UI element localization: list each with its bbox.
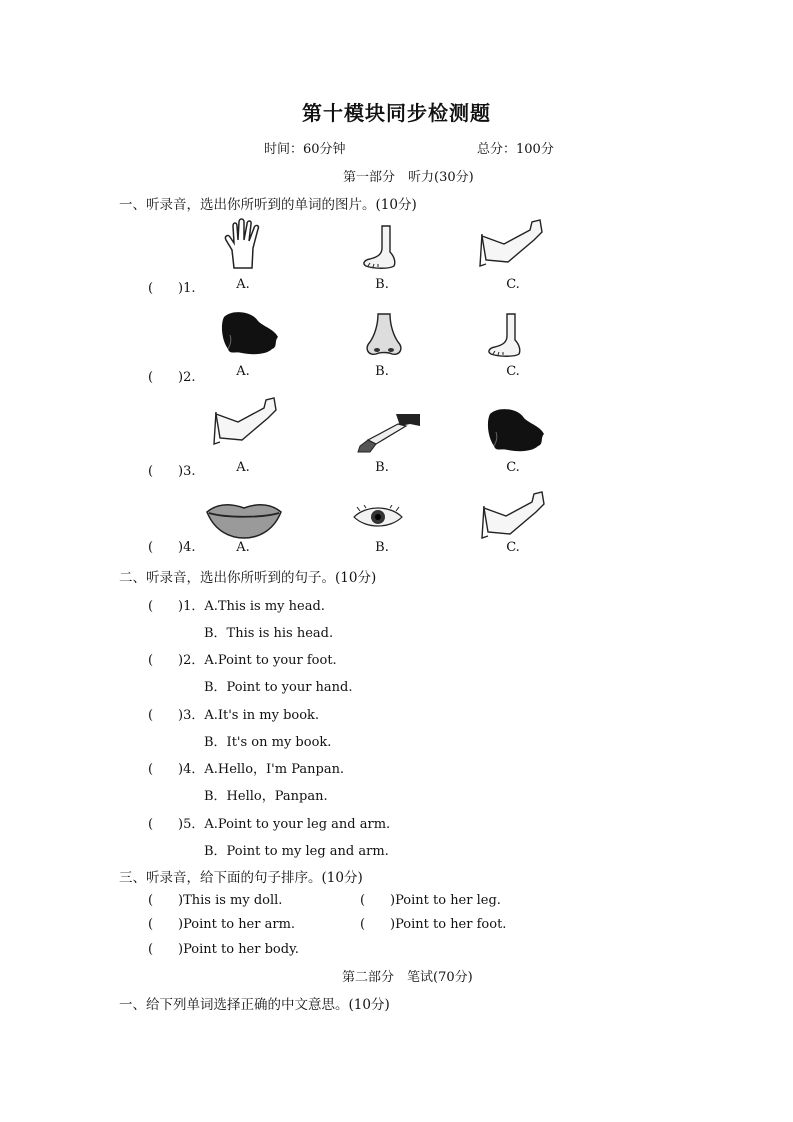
answer-blank[interactable]: ( )2. — [148, 370, 196, 385]
option-letter-c: C. — [506, 460, 520, 475]
option-letter-b: B. — [375, 460, 389, 475]
option-a: A.It's in my book. — [204, 708, 320, 723]
option-b: B．Hello，Panpan. — [204, 789, 328, 804]
answer-blank[interactable]: ( )Point to her arm. — [148, 917, 296, 932]
answer-blank[interactable]: ( )3. — [148, 464, 196, 479]
hair-icon — [484, 408, 546, 454]
option-b: B．Point to your hand. — [204, 680, 353, 695]
option-a: A.Point to your foot. — [204, 653, 337, 668]
answer-blank[interactable]: ( )Point to her leg. — [360, 893, 501, 908]
option-letter-b: B. — [375, 277, 389, 292]
section-two-heading: 二、听录音，选出你所听到的句子。(10分) — [119, 570, 377, 586]
mouth-icon — [205, 500, 283, 540]
leg-icon — [354, 412, 422, 456]
answer-blank[interactable]: ( )4. — [148, 540, 196, 555]
option-letter-c: C. — [506, 277, 520, 292]
arm-icon — [480, 490, 546, 540]
option-a: A.This is my head. — [204, 599, 325, 614]
page-title: 第十模块同步检测题 — [302, 101, 491, 125]
arm-icon — [212, 396, 278, 446]
option-letter-a: A. — [236, 277, 250, 292]
option-b: B．This is his head. — [204, 626, 334, 641]
answer-blank[interactable]: ( )Point to her foot. — [360, 917, 507, 932]
answer-blank[interactable]: ( )2．A.Point to your foot. — [148, 653, 337, 668]
foot-icon — [360, 224, 400, 270]
nose-icon — [364, 312, 404, 358]
option-letter-a: A. — [236, 540, 250, 555]
section-three-heading: 三、听录音，给下面的句子排序。(10分) — [119, 870, 363, 886]
answer-blank[interactable]: ( )5．A.Point to your leg and arm. — [148, 817, 391, 832]
answer-blank[interactable]: ( )This is my doll. — [148, 893, 283, 908]
option-letter-c: C. — [506, 540, 520, 555]
option-letter-b: B. — [375, 364, 389, 379]
foot-icon — [485, 312, 525, 358]
option-a: A.Hello，I'm Panpan. — [204, 762, 345, 777]
part-two-heading: 第二部分 笔试(70分) — [342, 970, 473, 985]
arm-icon — [478, 218, 544, 268]
answer-blank[interactable]: ( )4．A.Hello，I'm Panpan. — [148, 762, 345, 777]
section-one-heading: 一、听录音，选出你所听到的单词的图片。(10分) — [119, 197, 417, 213]
answer-blank[interactable]: ( )Point to her body. — [148, 942, 299, 957]
hair-icon — [218, 311, 280, 357]
part-one-heading: 第一部分 听力(30分) — [343, 170, 474, 185]
option-letter-a: A. — [236, 364, 250, 379]
exam-total-score: 总分：100分 — [477, 142, 554, 157]
answer-blank[interactable]: ( )3．A.It's in my book. — [148, 708, 320, 723]
eye-icon — [352, 505, 404, 529]
option-letter-a: A. — [236, 460, 250, 475]
option-b: B．Point to my leg and arm. — [204, 844, 389, 859]
option-b: B．It's on my book. — [204, 735, 332, 750]
hand-icon — [222, 218, 268, 270]
answer-blank[interactable]: ( )1. — [148, 281, 196, 296]
exam-time: 时间：60分钟 — [264, 142, 346, 157]
option-a: A.Point to your leg and arm. — [204, 817, 391, 832]
option-letter-c: C. — [506, 364, 520, 379]
answer-blank[interactable]: ( )1．A.This is my head. — [148, 599, 325, 614]
option-letter-b: B. — [375, 540, 389, 555]
section-four-heading: 一、给下列单词选择正确的中文意思。(10分) — [119, 997, 390, 1013]
